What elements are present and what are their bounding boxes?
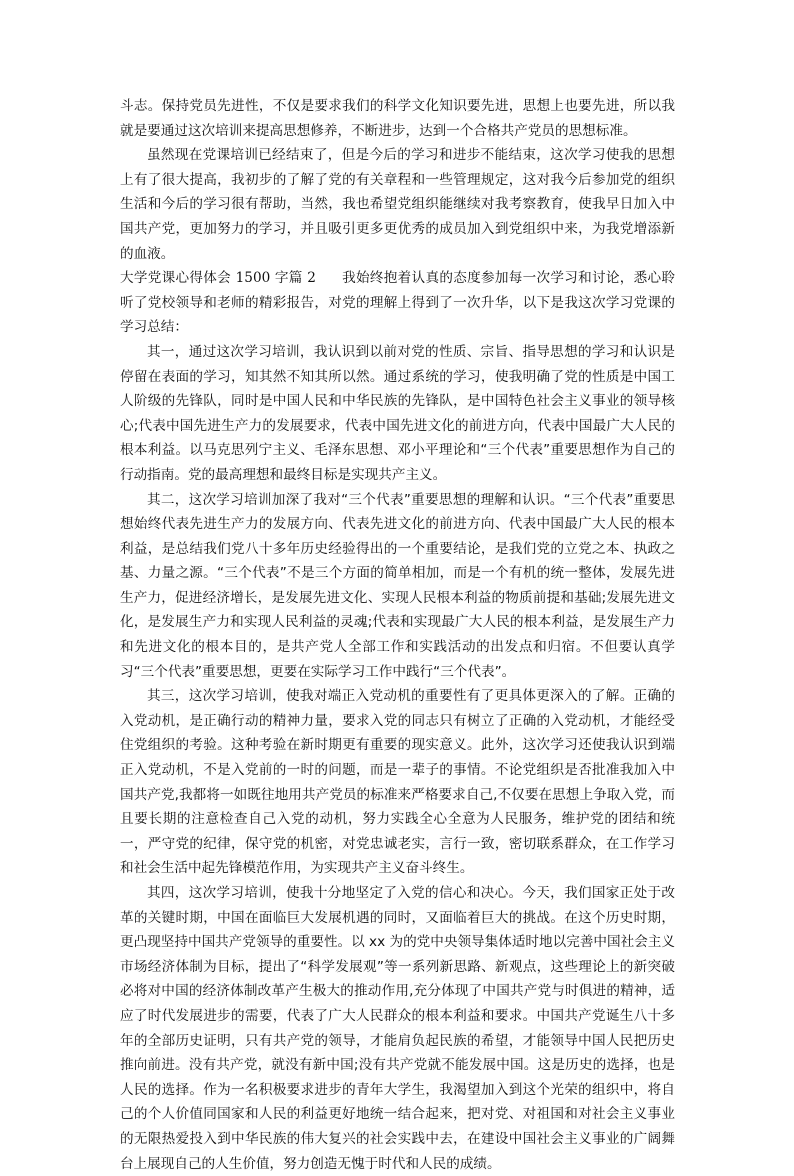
point-one: 其一，通过这次学习培训，我认识到以前对党的性质、宗旨、指导思想的学习和认识是停留在表面的学习，知其然不知其所以然。通过系统的学习，使我明确了党的性质是中国工人阶级的先锋队，同时是中国人民和中华民族的先锋队，是中国特色社会主义事业的领导核心;代表中国先进生产力的发展要求，代表中国先进文化的前进方向，代表中国最广大人民的根本利益。以马克思列宁主义、毛泽东思想、邓小平理论和“三个代表”重要思想作为自己的行动指南。党的最高理想和最终目标是实现共产主义。 [120,343,675,483]
section-title: 大学党课心得体会 1500 字篇 2 [120,270,316,287]
section-intro: 我始终抱着认真的态度参加每一次学习和讨论，悉心聆听了党校领导和老师的精彩报告，对党的理解上得到了一次升华，以下是我这次学习党课的学习总结： [120,270,675,336]
paragraph-reflection: 虽然现在党课培训已经结束了，但是今后的学习和进步不能结束，这次学习使我的思想上有了很大提高，我初步的了解了党的有关章程和一些管理规定，这对我今后参加党的组织生活和今后的学习很有帮助，当然，我也希望党组织能继续对我考察教育，使我早日加入中国共产党，更加努力的学习，并且吸引更多更优秀的成员加入到党组织中来，为我党增添新的血液。 [120,147,675,262]
paragraph-continued: 斗志。保持党员先进性，不仅是要求我们的科学文化知识要先进，思想上也要先进，所以我就是要通过这次培训来提高思想修养，不断进步，达到一个合格共产党员的思想标准。 [120,98,675,139]
point-three: 其三，这次学习培训，使我对端正入党动机的重要性有了更具体更深入的了解。正确的入党动机，是正确行动的精神力量，要求入党的同志只有树立了正确的入党动机，才能经受住党组织的考验。这种考验在新时期更有重要的现实意义。此外，这次学习还使我认识到端正入党动机，不是入党前的一时的问题，而是一辈子的事情。不论党组织是否批准我加入中国共产党,我都将一如既往地用共产党员的标准来严格要求自己,不仅要在思想上争取入党，而且要长期的注意检查自己入党的动机，努力实践全心全意为人民服务，维护党的团结和统一，严守党的纪律，保守党的机密，对党忠诚老实，言行一致，密切联系群众，在工作学习和社会生活中起先锋模范作用，为实现共产主义奋斗终生。 [120,688,675,877]
section-2-opening [120,266,675,340]
point-four: 其四，这次学习培训，使我十分地坚定了入党的信心和决心。今天，我们国家正处于改革的关键时期，中国在面临巨大发展机遇的同时，又面临着巨大的挑战。在这个历史时期，更凸现坚持中国共产党领导的重要性。以 xx 为的党中央领导集体适时地以完善中国社会主义市场经济体制为目标，提出了“科学发展观”等一系列新思路、新观点，这些理论上的新突破必将对中国的经济体制改革产生极大的推动作用,充分体现了中国共产党与时俱进的精神，适应了时代发展进步的需要，代表了广大人民群众的根本利益和要求。中国共产党诞生八十多年的全部历史证明，只有共产党的领导，才能肩负起民族的希望，才能领导中国人民把历史推向前进。没有共产党，就没有新中国;没有共产党就不能发展中国。这是历史的选择，也是人民的选择。作为一名积极要求进步的青年大学生，我渴望加入到这个光荣的组织中，将自己的个人价值同国家和人民的利益更好地统一结合起来，把对党、对祖国和对社会主义事业的无限热爱投入到中华民族的伟大复兴的社会实践中去，在建设中国社会主义事业的广阔舞台上展现自己的人生价值，努力创造无愧于时代和人民的成绩。 [120,885,675,1172]
document-body [120,94,675,1176]
point-two: 其二，这次学习培训加深了我对“三个代表”重要思想的理解和认识。“三个代表”重要思想始终代表先进生产力的发展方向、代表先进文化的前进方向、代表中国最广大人民的根本利益，是总结我们党八十多年历史经验得出的一个重要结论，是我们党的立党之本、执政之基、力量之源。“三个代表”不是三个方面的简单相加，而是一个有机的统一整体，发展先进生产力，促进经济增长，是发展先进文化、实现人民根本利益的物质前提和基础;发展先进文化，是发展生产力和实现人民利益的灵魂;代表和实现最广大人民的根本利益，是发展生产力和先进文化的根本目的，是共产党人全部工作和实践活动的出发点和归宿。不但要认真学习“三个代表”重要思想，更要在实际学习工作中践行“三个代表”。 [120,491,675,680]
